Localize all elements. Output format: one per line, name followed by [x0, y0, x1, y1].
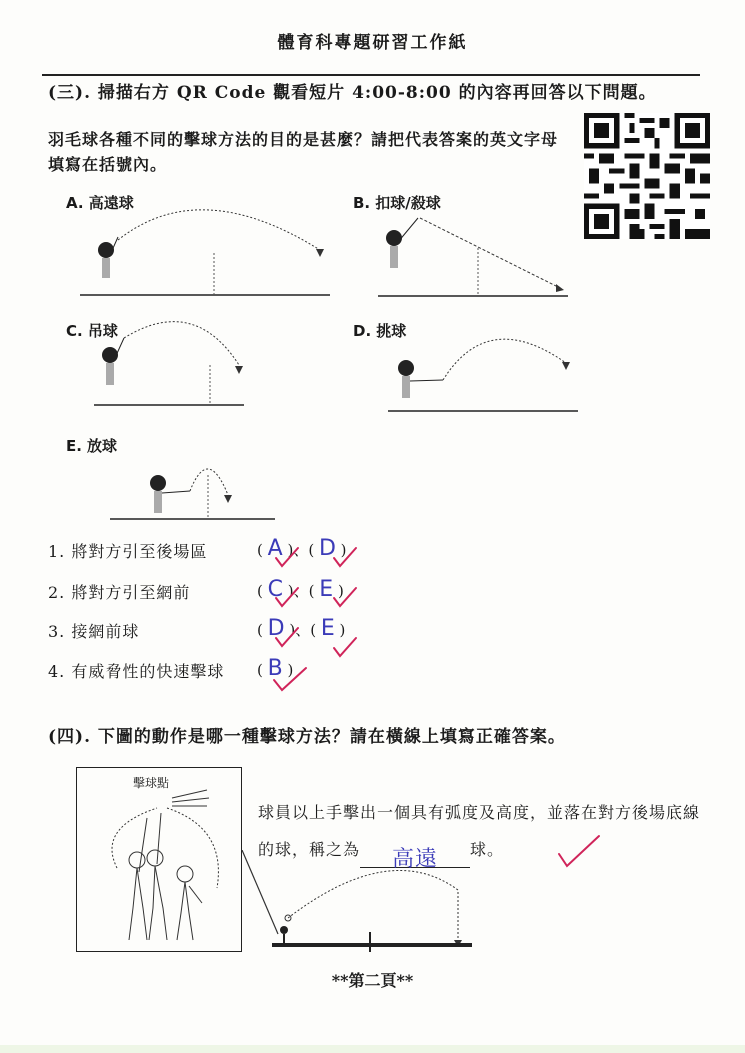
- skill-c-label: C. 吊球: [66, 322, 118, 340]
- lift-shot-diagram: [388, 318, 588, 418]
- answer-handwritten: 高遠: [392, 847, 439, 872]
- clear-shot-diagram: [80, 195, 340, 305]
- q3-answer-1: D: [267, 616, 285, 641]
- worksheet-title: 體育科專題研習工作紙: [277, 33, 468, 53]
- skill-e-label: E. 放球: [66, 437, 118, 455]
- header-rule: [42, 74, 700, 76]
- question-1: 1. 將對方引至後場區: [48, 542, 208, 561]
- skill-a-label: A. 高遠球: [66, 194, 134, 212]
- hit-point-label: 擊球點: [133, 776, 170, 790]
- skill-d-label: D. 挑球: [353, 322, 407, 340]
- q1-answer-2: D: [318, 536, 336, 561]
- drop-shot-diagram: [94, 310, 254, 410]
- q1-answer-1: A: [267, 536, 283, 561]
- section3-heading: (三). 掃描右方 QR Code 觀看短片 4:00-8:00 的內容再回答以下問題。: [48, 83, 657, 103]
- q4-answer-field[interactable]: ( B ): [257, 656, 294, 681]
- section3-intro: 羽毛球各種不同的擊球方法的目的是甚麼？請把代表答案的英文字母填寫在括號內。: [48, 130, 559, 174]
- overhead-player-drawing: [77, 768, 241, 951]
- q2-answer-2: E: [319, 577, 334, 602]
- q3-answer-field[interactable]: ( D )、( E ): [257, 616, 346, 641]
- q2-answer-1: C: [267, 577, 283, 602]
- skill-b-label: B. 扣球/殺球: [353, 194, 441, 212]
- q4-answer-1: B: [267, 656, 283, 681]
- page-number: **第二頁**: [331, 971, 414, 990]
- question-2: 2. 將對方引至網前: [48, 583, 191, 602]
- q3-answer-2: E: [320, 616, 335, 641]
- net-drop-diagram: [110, 455, 280, 525]
- teacher-check-marks: [267, 540, 380, 700]
- question-3: 3. 接網前球: [48, 622, 140, 641]
- question-4: 4. 有威脅性的快速擊球: [48, 662, 225, 681]
- qr-code-image[interactable]: [584, 113, 710, 239]
- section4-heading: (四). 下圖的動作是哪一種擊球方法？請在橫線上填寫正確答案。: [48, 727, 566, 747]
- clear-trajectory-diagram: [240, 850, 490, 960]
- clear-description: 球員以上手擊出一個具有弧度及高度，並落在對方後場底線的球，稱之為 高遠 球。: [258, 803, 701, 872]
- q1-answer-field[interactable]: ( A )、( D ): [257, 536, 347, 561]
- smash-shot-diagram: [378, 208, 578, 303]
- overhead-clear-figure: [76, 767, 242, 952]
- teacher-check-mark: [555, 832, 605, 872]
- scan-edge: [0, 1045, 745, 1053]
- q2-answer-field[interactable]: ( C )、( E ): [257, 577, 344, 602]
